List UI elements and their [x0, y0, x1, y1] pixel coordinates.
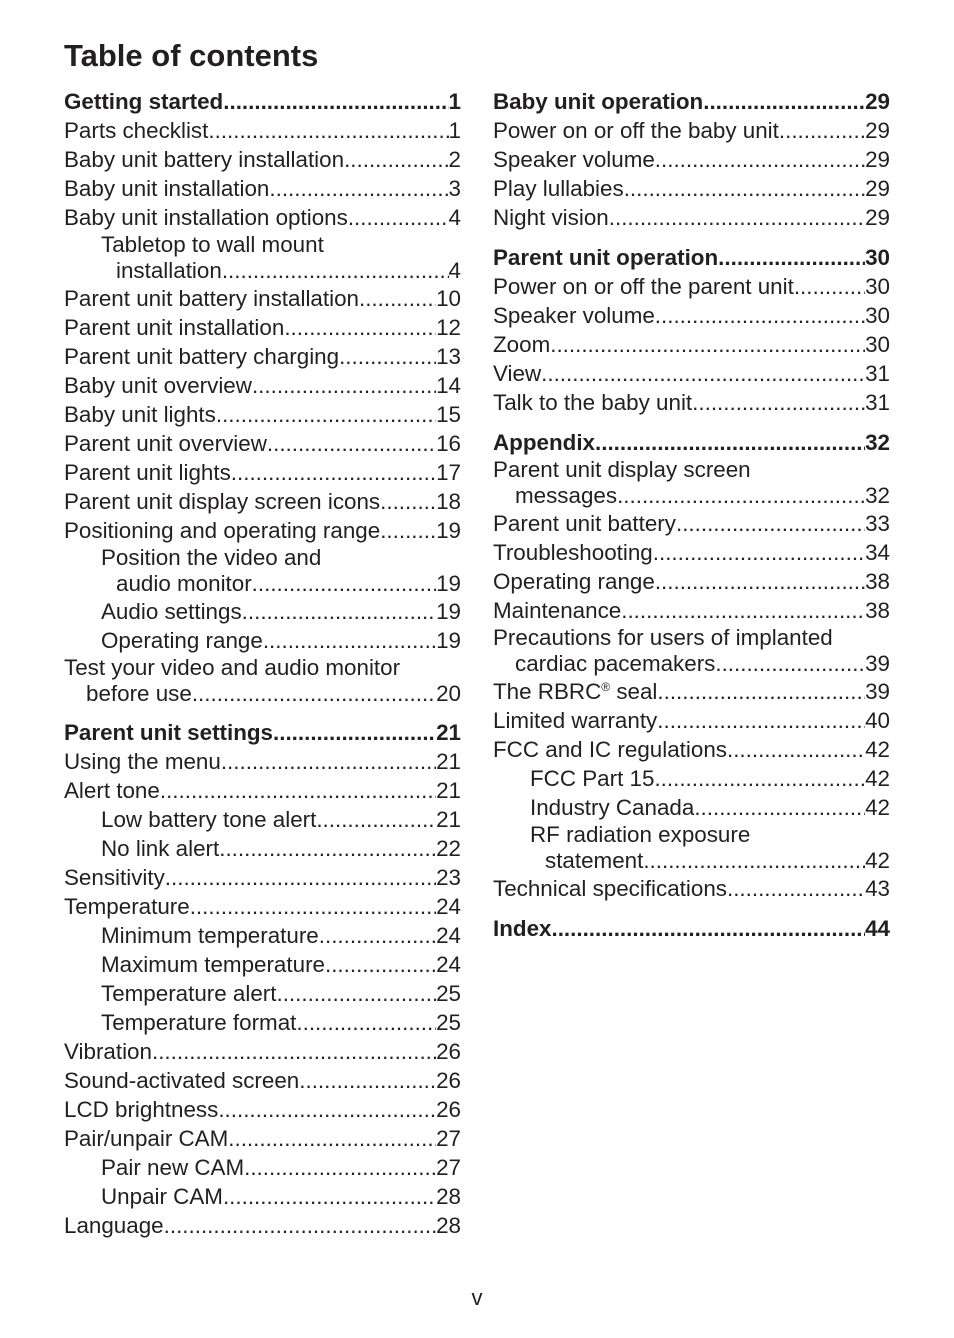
dot-leader: [550, 330, 865, 359]
toc-page: 4: [448, 258, 461, 283]
toc-subentry[interactable]: [64, 921, 461, 950]
toc-label: FCC Part 15: [530, 766, 655, 791]
dot-leader: [228, 1124, 436, 1153]
toc-entry[interactable]: [493, 457, 890, 509]
dot-leader: [219, 834, 436, 863]
toc-subentry[interactable]: [493, 822, 890, 874]
toc-label-cont: cardiac pacemakers: [515, 651, 716, 676]
dot-leader: [339, 342, 436, 371]
toc-page: 30: [865, 245, 890, 270]
toc-entry[interactable]: [64, 174, 461, 203]
toc-label: RF radiation exposure: [530, 822, 751, 847]
toc-right-column: [493, 87, 890, 943]
dot-leader: [595, 428, 865, 457]
dot-leader: [655, 301, 865, 330]
toc-subentry[interactable]: [493, 764, 890, 793]
dot-leader: [718, 243, 865, 272]
toc-label: Speaker volume: [493, 147, 655, 172]
toc-label: Test your video and audio monitor: [64, 655, 401, 680]
toc-label: Getting started: [64, 89, 224, 114]
toc-page: 39: [865, 679, 890, 704]
toc-entry[interactable]: [64, 1037, 461, 1066]
toc-entry[interactable]: [493, 203, 890, 232]
toc-entry[interactable]: [64, 863, 461, 892]
toc-page: 4: [448, 205, 461, 230]
dot-leader: [192, 680, 436, 707]
toc-label-cont: before use: [86, 681, 192, 706]
toc-label: Baby unit operation: [493, 89, 704, 114]
dot-leader: [221, 747, 436, 776]
toc-page: 29: [865, 147, 890, 172]
dot-leader: [676, 509, 865, 538]
toc-page: 29: [865, 89, 890, 114]
dot-leader: [344, 145, 448, 174]
toc-label: Troubleshooting: [493, 540, 653, 565]
toc-label: Operating range: [493, 569, 655, 594]
toc-page: 30: [865, 274, 890, 299]
toc-page: 42: [865, 737, 890, 762]
toc-label: Using the menu: [64, 749, 221, 774]
toc-label: Low battery tone alert: [101, 807, 317, 832]
toc-page: 42: [865, 795, 890, 820]
toc-entry[interactable]: [64, 203, 461, 232]
toc-label: Baby unit installation: [64, 176, 270, 201]
dot-leader: [242, 597, 436, 626]
toc-section-parent-operation[interactable]: [493, 243, 890, 272]
toc-page: 20: [436, 681, 461, 706]
toc-page: 32: [865, 430, 890, 455]
toc-subentry[interactable]: [493, 793, 890, 822]
toc-label: Tabletop to wall mount: [101, 232, 324, 257]
toc-subentry[interactable]: [64, 1008, 461, 1037]
toc-entry[interactable]: [493, 509, 890, 538]
toc-entry[interactable]: [493, 735, 890, 764]
toc-page: 33: [865, 511, 890, 536]
dot-leader: [654, 764, 865, 793]
toc-page: 2: [448, 147, 461, 172]
dot-leader: [794, 272, 865, 301]
dot-leader: [655, 567, 865, 596]
dot-leader: [316, 805, 436, 834]
toc-label: Positioning and operating range: [64, 518, 381, 543]
toc-section-index[interactable]: [493, 914, 890, 943]
toc-subentry[interactable]: [64, 626, 461, 655]
toc-page: 44: [865, 916, 890, 941]
toc-label: Night vision: [493, 205, 609, 230]
toc-page: 40: [865, 708, 890, 733]
toc-entry[interactable]: [64, 1124, 461, 1153]
toc-label: No link alert: [101, 836, 220, 861]
toc-label: Parent unit installation: [64, 315, 285, 340]
toc-label: Pair new CAM: [101, 1155, 245, 1180]
toc-page: 24: [436, 894, 461, 919]
toc-page: 30: [865, 303, 890, 328]
toc-label: Power on or off the parent unit: [493, 274, 794, 299]
toc-section-parent-settings[interactable]: [64, 718, 461, 747]
toc-page: 21: [436, 720, 461, 745]
toc-page: 28: [436, 1213, 461, 1238]
dot-leader: [223, 1182, 436, 1211]
toc-entry[interactable]: [64, 892, 461, 921]
toc-page: 38: [865, 569, 890, 594]
dot-leader: [655, 145, 865, 174]
toc-page: 38: [865, 598, 890, 623]
toc-page: 34: [865, 540, 890, 565]
toc-section-appendix[interactable]: [493, 428, 890, 457]
dot-leader: [551, 914, 865, 943]
toc-page: 10: [436, 286, 461, 311]
dot-leader: [617, 482, 865, 509]
page-title: Table of contents: [64, 38, 319, 73]
toc-entry[interactable]: [64, 1211, 461, 1240]
dot-leader: [727, 874, 865, 903]
dot-leader: [165, 863, 436, 892]
toc-page: 19: [436, 518, 461, 543]
toc-entry[interactable]: [493, 388, 890, 417]
dot-leader: [164, 1211, 436, 1240]
dot-leader: [727, 735, 865, 764]
toc-label: Parent unit battery installation: [64, 286, 359, 311]
toc-page: 16: [436, 431, 461, 456]
dot-leader: [296, 1008, 436, 1037]
toc-entry[interactable]: [493, 145, 890, 174]
toc-entry[interactable]: [64, 776, 461, 805]
toc-label: Power on or off the baby unit: [493, 118, 779, 143]
toc-entry[interactable]: [64, 313, 461, 342]
toc-entry[interactable]: [64, 400, 461, 429]
toc-label: Language: [64, 1213, 164, 1238]
toc-entry[interactable]: [493, 874, 890, 903]
toc-entry[interactable]: [493, 272, 890, 301]
dot-leader: [779, 116, 865, 145]
toc-subentry[interactable]: [64, 232, 461, 284]
toc-entry[interactable]: [493, 174, 890, 203]
toc-page: 1: [448, 89, 461, 114]
toc-page: 26: [436, 1097, 461, 1122]
toc-label: Temperature: [64, 894, 190, 919]
toc-subentry[interactable]: [64, 545, 461, 597]
toc-page: 31: [865, 361, 890, 386]
toc-label: Parent unit display screen icons: [64, 489, 381, 514]
toc-label: Unpair CAM: [101, 1184, 223, 1209]
dot-leader: [319, 921, 436, 950]
toc-label: Zoom: [493, 332, 551, 357]
toc-label: Maintenance: [493, 598, 622, 623]
dot-leader: [263, 626, 436, 655]
dot-leader: [657, 677, 865, 706]
dot-leader: [267, 429, 436, 458]
dot-leader: [284, 313, 436, 342]
toc-entry[interactable]: [64, 1095, 461, 1124]
toc-page: 42: [865, 848, 890, 873]
toc-label: Index: [493, 916, 552, 941]
toc-page: 14: [436, 373, 461, 398]
toc-label: Temperature format: [101, 1010, 297, 1035]
toc-label: Parent unit lights: [64, 460, 231, 485]
dot-leader: [152, 1037, 436, 1066]
toc-label: Play lullabies: [493, 176, 624, 201]
toc-page: 24: [436, 952, 461, 977]
toc-label: Parent unit battery: [493, 511, 676, 536]
dot-leader: [244, 1153, 436, 1182]
toc-page: 29: [865, 118, 890, 143]
toc-label: Sensitivity: [64, 865, 165, 890]
dot-leader: [252, 570, 436, 597]
dot-leader: [208, 116, 448, 145]
toc-entry[interactable]: [64, 371, 461, 400]
toc-label: Appendix: [493, 430, 596, 455]
toc-subentry[interactable]: [64, 1182, 461, 1211]
dot-leader: [222, 257, 449, 284]
toc-label: Position the video and: [101, 545, 322, 570]
toc-label: Parent unit display screen: [493, 457, 751, 482]
toc-entry[interactable]: [493, 567, 890, 596]
toc-section-baby-operation[interactable]: [493, 87, 890, 116]
dot-leader: [160, 776, 436, 805]
toc-label: Parent unit overview: [64, 431, 267, 456]
toc-page: 21: [436, 807, 461, 832]
toc-page: 3: [448, 176, 461, 201]
toc-page: 43: [865, 876, 890, 901]
toc-page: 19: [436, 571, 461, 596]
toc-page: 17: [436, 460, 461, 485]
toc-label: Pair/unpair CAM: [64, 1126, 229, 1151]
toc-label: Operating range: [101, 628, 263, 653]
dot-leader: [325, 950, 436, 979]
dot-leader: [694, 793, 865, 822]
dot-leader: [624, 174, 865, 203]
toc-page: 30: [865, 332, 890, 357]
toc-label: View: [493, 361, 542, 386]
toc-entry[interactable]: [64, 458, 461, 487]
toc-left-column: [64, 87, 461, 1240]
toc-label: Parent unit battery charging: [64, 344, 340, 369]
dot-leader: [380, 487, 436, 516]
toc-page: 18: [436, 489, 461, 514]
toc-page: 29: [865, 176, 890, 201]
toc-label: Temperature alert: [101, 981, 277, 1006]
dot-leader: [359, 284, 436, 313]
toc-label: Baby unit overview: [64, 373, 252, 398]
toc-page: 26: [436, 1068, 461, 1093]
toc-subentry[interactable]: [64, 805, 461, 834]
toc-entry[interactable]: [64, 487, 461, 516]
toc-label: FCC and IC regulations: [493, 737, 727, 762]
page-number: v: [471, 1285, 483, 1310]
toc-entry[interactable]: [64, 429, 461, 458]
toc-subentry[interactable]: [64, 1153, 461, 1182]
toc-label: Sound-activated screen: [64, 1068, 300, 1093]
toc-label: Parent unit operation: [493, 245, 719, 270]
toc-entry[interactable]: [64, 145, 461, 174]
toc-label: Parts checklist: [64, 118, 209, 143]
toc-label: Alert tone: [64, 778, 160, 803]
toc-subentry[interactable]: [64, 834, 461, 863]
toc-subentry[interactable]: [64, 979, 461, 1008]
dot-leader: [223, 87, 448, 116]
toc-label: Technical specifications: [493, 876, 727, 901]
toc-entry[interactable]: [64, 342, 461, 371]
toc-entry[interactable]: [64, 284, 461, 313]
toc-label: Parent unit settings: [64, 720, 274, 745]
toc-subentry[interactable]: [64, 950, 461, 979]
toc-page: 21: [436, 778, 461, 803]
toc-page: 15: [436, 402, 461, 427]
dot-leader: [657, 706, 865, 735]
toc-label: LCD brightness: [64, 1097, 219, 1122]
toc-page: 1: [448, 118, 461, 143]
toc-label: Talk to the baby unit: [493, 390, 693, 415]
dot-leader: [653, 538, 865, 567]
seal-label: seal: [610, 679, 658, 704]
toc-label: Baby unit installation options: [64, 205, 348, 230]
dot-leader: [218, 1095, 436, 1124]
dot-leader: [692, 388, 865, 417]
toc-entry[interactable]: [493, 301, 890, 330]
toc-label-cont: audio monitor: [116, 571, 252, 596]
toc-entry[interactable]: [493, 677, 890, 706]
toc-page: 12: [436, 315, 461, 340]
toc-label: Maximum temperature: [101, 952, 325, 977]
dot-leader: [252, 371, 436, 400]
toc-entry[interactable]: [493, 359, 890, 388]
toc-page: 23: [436, 865, 461, 890]
toc-label: Baby unit battery installation: [64, 147, 345, 172]
dot-leader: [276, 979, 436, 1008]
toc-page: 25: [436, 981, 461, 1006]
toc-entry[interactable]: [493, 625, 890, 677]
toc-label: Precautions for users of implanted: [493, 625, 833, 650]
toc-label-cont: messages: [515, 483, 618, 508]
toc-page: 29: [865, 205, 890, 230]
toc-page: 31: [865, 390, 890, 415]
toc-page: 21: [436, 749, 461, 774]
toc-label: Minimum temperature: [101, 923, 319, 948]
dot-leader: [380, 516, 436, 545]
toc-entry[interactable]: [64, 116, 461, 145]
toc-page: 22: [436, 836, 461, 861]
dot-leader: [348, 203, 449, 232]
toc-label-cont: installation: [116, 258, 222, 283]
toc-entry[interactable]: [493, 330, 890, 359]
toc-page: 32: [865, 483, 890, 508]
dot-leader: [269, 174, 448, 203]
dot-leader: [541, 359, 865, 388]
dot-leader: [703, 87, 865, 116]
toc-entry[interactable]: [64, 747, 461, 776]
dot-leader: [216, 400, 436, 429]
toc-label: Speaker volume: [493, 303, 655, 328]
toc-label: Vibration: [64, 1039, 152, 1064]
dot-leader: [621, 596, 865, 625]
toc-page: 28: [436, 1184, 461, 1209]
registered-mark: ®: [601, 680, 611, 694]
toc-entry[interactable]: [64, 1066, 461, 1095]
toc-page: 19: [436, 628, 461, 653]
toc-label: Audio settings: [101, 599, 242, 624]
toc-section-getting-started[interactable]: [64, 87, 461, 116]
dot-leader: [609, 203, 865, 232]
toc-label: Industry Canada: [530, 795, 695, 820]
toc-label-cont: statement: [545, 848, 644, 873]
toc-page: 19: [436, 599, 461, 624]
toc-entry[interactable]: [493, 706, 890, 735]
dot-leader: [643, 847, 865, 874]
toc-entry[interactable]: [64, 516, 461, 545]
dot-leader: [231, 458, 436, 487]
rbrc-label: The RBRC: [493, 679, 602, 704]
toc-subentry[interactable]: [64, 597, 461, 626]
dot-leader: [715, 650, 865, 677]
dot-leader: [299, 1066, 436, 1095]
toc-page: 13: [436, 344, 461, 369]
toc-entry[interactable]: [493, 116, 890, 145]
toc-entry[interactable]: [64, 655, 461, 707]
dot-leader: [273, 718, 436, 747]
toc-label: Limited warranty: [493, 708, 658, 733]
toc-entry[interactable]: [493, 596, 890, 625]
toc-page: 26: [436, 1039, 461, 1064]
toc-entry[interactable]: [493, 538, 890, 567]
toc-page: 27: [436, 1155, 461, 1180]
toc-page: 27: [436, 1126, 461, 1151]
toc-page: 39: [865, 651, 890, 676]
dot-leader: [190, 892, 436, 921]
toc-page: 42: [865, 766, 890, 791]
toc-label: [493, 677, 657, 706]
toc-page: 24: [436, 923, 461, 948]
toc-label: Baby unit lights: [64, 402, 216, 427]
toc-page: 25: [436, 1010, 461, 1035]
